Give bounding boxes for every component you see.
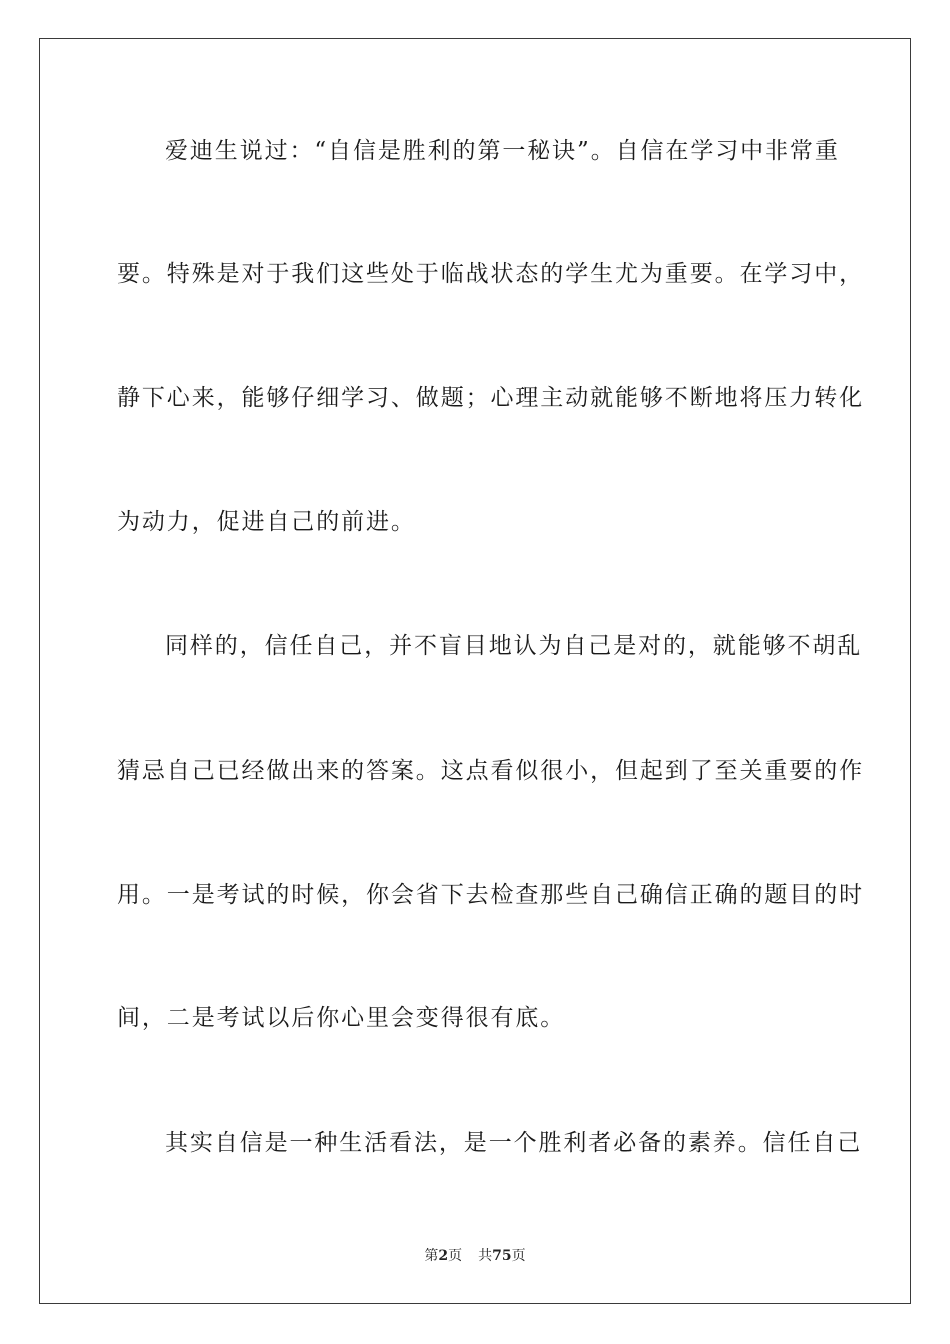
paragraph-1-line-2: 要。特殊是对于我们这些处于临战状态的学生尤为重要。在学习中， <box>117 261 864 287</box>
paragraph-3-line-1: 其实自信是一种生活看法，是一个胜利者必备的素养。信任自己 <box>165 1130 863 1156</box>
paragraph-1-line-4: 为动力，促进自己的前进。 <box>117 509 416 535</box>
page-border <box>39 38 911 1304</box>
paragraph-1-line-3: 静下心来，能够仔细学习、做题；心理主动就能够不断地将压力转化 <box>117 385 864 411</box>
total-pages: 75 <box>492 1248 512 1264</box>
paragraph-2-line-3: 用。一是考试的时候，你会省下去检查那些自己确信正确的题目的时 <box>117 882 864 908</box>
page-number: 2 <box>438 1248 449 1264</box>
total-prefix: 共 <box>478 1248 493 1264</box>
paragraph-2-line-1: 同样的，信任自己，并不盲目地认为自己是对的，就能够不胡乱 <box>165 633 863 659</box>
page-footer <box>0 1247 950 1265</box>
total-suffix: 页 <box>511 1248 526 1264</box>
page-suffix: 页 <box>448 1248 463 1264</box>
paragraph-1-line-1: 爱迪生说过：“自信是胜利的第一秘诀”。自信在学习中非常重 <box>165 138 840 164</box>
page-prefix: 第 <box>424 1248 439 1264</box>
paragraph-2-line-4: 间，二是考试以后你心里会变得很有底。 <box>117 1005 566 1031</box>
paragraph-2-line-2: 猜忌自己已经做出来的答案。这点看似很小，但起到了至关重要的作 <box>117 758 864 784</box>
